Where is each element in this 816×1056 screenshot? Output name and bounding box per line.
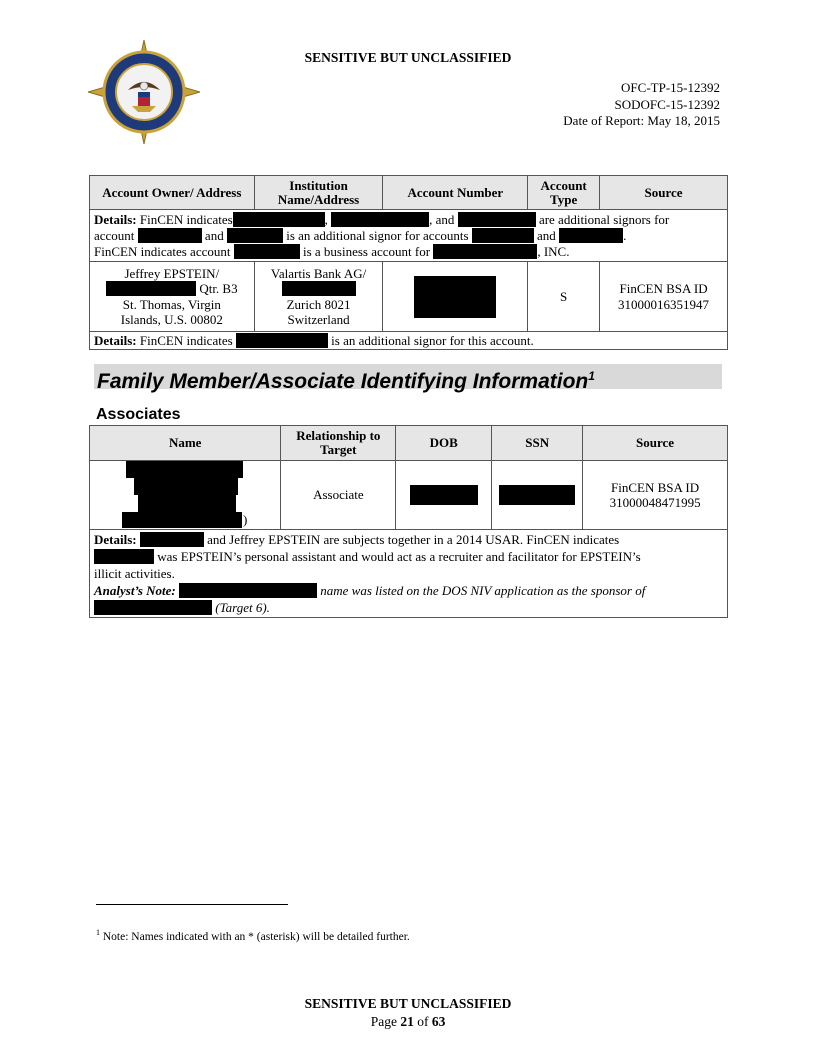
account-number-cell bbox=[383, 262, 528, 332]
account-type-cell: S bbox=[528, 262, 600, 332]
dob-cell bbox=[396, 461, 492, 530]
owner-address-line: Islands, U.S. 00802 bbox=[120, 312, 223, 327]
ofc-reference: OFC-TP-15-12392 bbox=[621, 80, 720, 95]
redaction bbox=[559, 228, 623, 243]
institution-address-line: Zurich 8021 bbox=[286, 296, 351, 312]
redaction bbox=[134, 478, 238, 495]
name-suffix: ) bbox=[243, 512, 248, 527]
details-text: FinCEN indicates bbox=[139, 332, 233, 348]
redaction bbox=[410, 485, 478, 505]
details-text: and bbox=[204, 227, 224, 243]
redaction bbox=[106, 281, 196, 296]
details-text: are additional signors for bbox=[538, 211, 670, 227]
source-line: FinCEN BSA ID bbox=[611, 479, 700, 495]
col-header-account-number: Account Number bbox=[383, 176, 528, 210]
account-owner-cell bbox=[90, 262, 255, 332]
page-current: 21 bbox=[400, 1014, 414, 1029]
redaction bbox=[282, 281, 356, 296]
associate-source-cell bbox=[583, 461, 728, 530]
details-text: is a business account for bbox=[302, 243, 431, 259]
report-references bbox=[563, 80, 720, 130]
details-text: . bbox=[623, 227, 627, 243]
col-header-ssn: SSN bbox=[492, 426, 583, 461]
institution-name: Valartis Bank AG/ bbox=[270, 265, 367, 281]
redaction bbox=[94, 600, 212, 615]
redaction bbox=[138, 228, 202, 243]
sodofc-reference: SODOFC-15-12392 bbox=[614, 96, 720, 112]
associate-details bbox=[90, 530, 728, 618]
details-text: FinCEN indicates bbox=[139, 211, 233, 227]
col-header-source: Source bbox=[583, 426, 728, 461]
redaction bbox=[234, 244, 300, 259]
ssn-cell bbox=[492, 461, 583, 530]
institution-address-line bbox=[259, 281, 379, 297]
page-number bbox=[0, 1014, 816, 1030]
redaction bbox=[140, 532, 204, 547]
analyst-note-text: (Target 6). bbox=[215, 600, 270, 615]
classification-header: SENSITIVE BUT UNCLASSIFIED bbox=[304, 50, 512, 65]
details-text: , and bbox=[429, 211, 455, 227]
section-title bbox=[94, 364, 722, 393]
account-details-2 bbox=[90, 332, 728, 350]
associates-heading: Associates bbox=[96, 406, 181, 423]
analyst-note-text: name was listed on the DOS NIV application as the sponsor of bbox=[320, 583, 646, 598]
details-text: and Jeffrey EPSTEIN are subjects together in a 2014 USAR. FinCEN indicates bbox=[207, 532, 620, 547]
classification-footer: SENSITIVE BUT UNCLASSIFIED bbox=[304, 996, 512, 1011]
details-text: illicit activities. bbox=[94, 566, 175, 581]
footnote-mark: 1 bbox=[96, 928, 100, 937]
owner-name: Jeffrey EPSTEIN/ bbox=[124, 265, 220, 281]
account-source-cell bbox=[600, 262, 728, 332]
col-header-owner: Account Owner/ Address bbox=[90, 176, 255, 210]
analyst-note-label: Analyst’s Note: bbox=[94, 583, 176, 598]
details-text: and bbox=[537, 227, 556, 243]
page-label: Page bbox=[370, 1014, 397, 1029]
redaction bbox=[179, 583, 317, 598]
col-header-account-type: Account Type bbox=[528, 176, 600, 210]
col-header-name: Name bbox=[90, 426, 281, 461]
details-text: , bbox=[324, 211, 328, 227]
page-of: of bbox=[417, 1014, 429, 1029]
col-header-institution: Institution Name/Address bbox=[254, 176, 383, 210]
redaction bbox=[227, 228, 283, 243]
col-header-source: Source bbox=[600, 176, 728, 210]
source-line: 31000048471995 bbox=[609, 495, 701, 510]
report-date: Date of Report: May 18, 2015 bbox=[563, 113, 720, 128]
institution-address-line: Switzerland bbox=[287, 312, 350, 327]
redaction bbox=[458, 212, 536, 227]
details-label: Details: bbox=[94, 332, 137, 348]
account-details-1 bbox=[90, 210, 728, 262]
associate-name-cell bbox=[90, 461, 281, 530]
owner-address-line bbox=[94, 281, 250, 297]
details-text: account bbox=[94, 227, 135, 243]
accounts-table bbox=[89, 175, 728, 350]
page-total: 63 bbox=[431, 1014, 446, 1029]
redaction bbox=[126, 461, 243, 478]
footnote-divider bbox=[96, 904, 288, 905]
redaction bbox=[331, 212, 429, 227]
owner-address-line: St. Thomas, Virgin bbox=[122, 296, 221, 312]
details-text: is an additional signor for accounts bbox=[286, 227, 469, 243]
relationship-cell: Associate bbox=[281, 461, 396, 530]
section-title-text: Family Member/Associate Identifying Information bbox=[97, 370, 589, 393]
details-text: is an additional signor for this account. bbox=[331, 332, 534, 348]
redaction bbox=[499, 485, 575, 505]
source-line: FinCEN BSA ID bbox=[619, 281, 708, 296]
footnote bbox=[96, 928, 410, 943]
footnote-reference: 1 bbox=[588, 369, 595, 383]
redaction bbox=[414, 276, 496, 318]
col-header-relationship: Relationship to Target bbox=[281, 426, 396, 461]
institution-cell bbox=[254, 262, 383, 332]
redaction bbox=[233, 212, 325, 227]
source-line: 31000016351947 bbox=[618, 296, 710, 312]
owner-address-text: Qtr. B3 bbox=[199, 281, 238, 296]
details-text: FinCEN indicates account bbox=[94, 243, 231, 259]
redaction bbox=[472, 228, 534, 243]
redaction bbox=[122, 512, 242, 528]
redaction bbox=[138, 495, 236, 512]
footnote-text: Note: Names indicated with an * (asterisk) will be detailed further. bbox=[102, 930, 410, 943]
details-label: Details: bbox=[94, 211, 137, 227]
associates-table bbox=[89, 425, 728, 618]
details-text: was EPSTEIN’s personal assistant and would act as a recruiter and facilitator for EPSTEIN’s bbox=[157, 549, 641, 564]
col-header-dob: DOB bbox=[396, 426, 492, 461]
details-text: , INC. bbox=[537, 243, 570, 259]
redaction bbox=[236, 333, 328, 348]
redaction bbox=[94, 549, 154, 564]
redaction bbox=[433, 244, 537, 259]
details-label: Details: bbox=[94, 532, 137, 547]
seal-logo bbox=[88, 40, 200, 144]
